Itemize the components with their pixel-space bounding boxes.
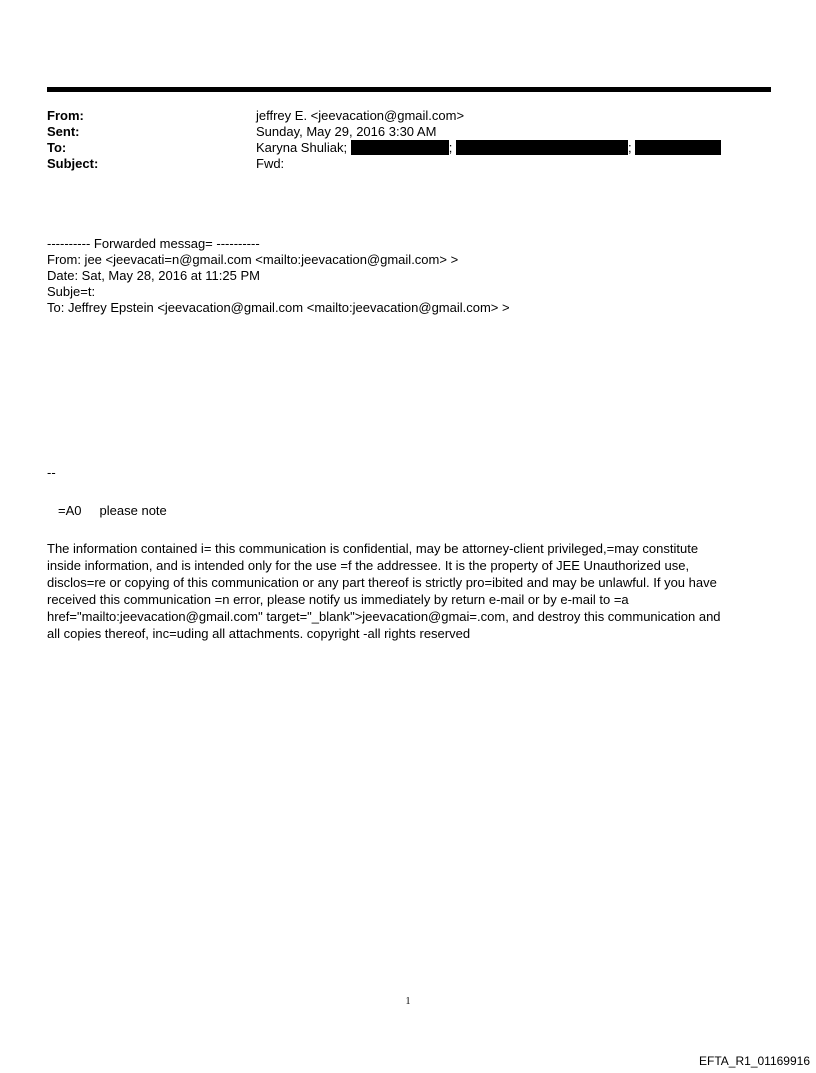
signature-dash: -- (47, 465, 56, 480)
to-value (256, 140, 721, 156)
page-number: 1 (405, 996, 411, 1007)
email-header (47, 108, 721, 172)
signature-note: =A0 please note (58, 503, 167, 518)
forwarded-subject: Subje=t: (47, 284, 96, 299)
disclaimer-line: The information contained i= this communication is confidential, may be attorney-client privileged,=may constitute (47, 541, 699, 556)
from-label: From: (47, 108, 84, 123)
from-row (47, 108, 721, 124)
from-value: jeffrey E. <jeevacation@gmail.com> (256, 108, 465, 123)
sent-value: Sunday, May 29, 2016 3:30 AM (256, 124, 437, 139)
disclaimer-line: inside information, and is intended only for the use =f the addressee. It is the property of JEE Unauthorized use, (47, 558, 690, 573)
subject-label: Subject: (47, 156, 99, 171)
redaction-block (456, 140, 628, 155)
subject-row (47, 156, 721, 172)
to-separator: ; (448, 140, 453, 155)
forwarded-date: Date: Sat, May 28, 2016 at 11:25 PM (47, 268, 260, 283)
sent-label: Sent: (47, 124, 80, 139)
header-rule (47, 87, 771, 92)
subject-value: Fwd: (256, 156, 285, 171)
bates-number: EFTA_R1_01169916 (699, 1054, 810, 1068)
redaction-block (635, 140, 721, 155)
to-label: To: (47, 140, 67, 155)
disclaimer-line: href="mailto:jeevacation@gmail.com" target="_blank">jeevacation@gmai=.com, and destroy this communication and (47, 609, 721, 624)
disclaimer-line: all copies thereof, inc=uding all attachments. copyright -all rights reserved (47, 626, 471, 641)
sent-row (47, 124, 721, 140)
to-recipient: Karyna Shuliak; (256, 140, 348, 155)
disclaimer-line: received this communication =n error, please notify us immediately by return e-mail or by e-mail to =a (47, 592, 629, 607)
forwarded-divider: ---------- Forwarded messag= ---------- (47, 236, 260, 251)
forwarded-message (47, 236, 510, 316)
disclaimer (47, 540, 769, 642)
to-separator: ; (627, 140, 632, 155)
forwarded-from: From: jee <jeevacati=n@gmail.com <mailto:jeevacation@gmail.com> > (47, 252, 459, 267)
forwarded-to: To: Jeffrey Epstein <jeevacation@gmail.com <mailto:jeevacation@gmail.com> > (47, 300, 510, 315)
disclaimer-line: disclos=re or copying of this communication or any part thereof is strictly pro=ibited and may be unlawful. If you have (47, 575, 717, 590)
redaction-block (351, 140, 449, 155)
to-row (47, 140, 721, 156)
